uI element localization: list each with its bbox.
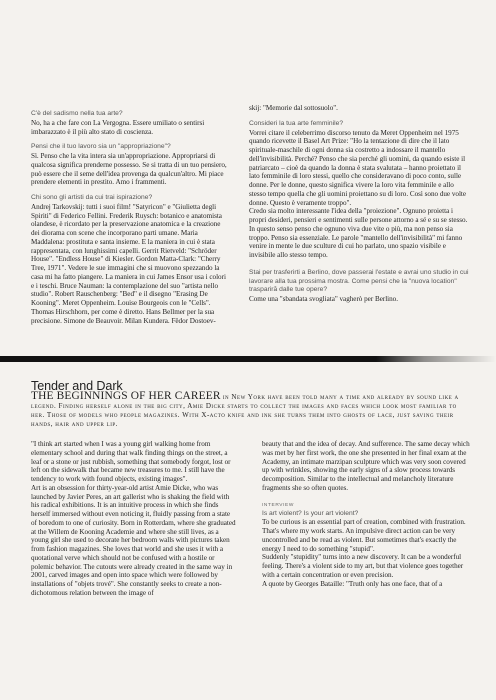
standfirst-body: in New York have been told many a time and already by sound like a legend. Finding herself alone in the big city, Amie Dicke starts to collect the images and faces which look most familiar to her. Those of models who people magazines. With X-acto knife and ink she turns them into ghosts of lace, just saving their hands, hair and upper lip. <box>31 393 459 429</box>
divider-fade <box>376 356 496 362</box>
interview-answer: Sì. Penso che la vita intera sia un'appropriazione. Appropriarsi di qualcosa significa prenderne possesso. Se si tratta di un tuo pensiero, può essere che il seme dell'idea provenga da qualcun'altro. Mi piace prendere elementi in prestito. Amo i frammenti. <box>31 152 227 187</box>
article-paragraph: beauty that and the idea of decay. And sufference. The same decay which was met by her first work, the one she presented in her final exam at the Academy, an intimate marzipan sculpture which was very soon covered up with wrinkles, showing the early signs of a slow process towards decomposition. Similar to the intellectual and melancholy literature fragments she so often quotes. <box>262 440 470 492</box>
interview-answer: Come una "sbandata svogliata" vagherò per Berlino. <box>249 295 398 303</box>
interview-question: Stai per trasferirti a Berlino, dove passerai l'estate e avrai uno studio in cui lavorare alla tua prossima mostra. Come pensi che la "nuova location" traspariră dalle tue opere? <box>249 268 469 294</box>
interview-answer: No, ha a che fare con La Vergogna. Essere umiliato o sentirsi imbarazzato è il più alto stato di coscienza. <box>31 118 205 136</box>
interview-label: INTERVIEW <box>262 502 294 508</box>
interview-answer: Credo sia molto interessante l'idea della "proiezione". Ognuno proietta i propri desideri, pensieri e sentimenti sulle persone attorno a sé e su se stesso. In questo senso penso che ognuno viva due vite o più, ma non penso sia troppo. Penso sia essenziale. Le parole "mantello dell'invisibilità" mi fanno venire in mente le due sculture di cui ho parlato, uno spazio visibile e invisibile allo stesso tempo. <box>249 207 468 259</box>
interview-answer: Suddenly "stupidity" turns into a new discovery. It can be a wonderful feeling. There's a violent side to my art, but that violence goes together with a certain concentration or even precision. <box>262 553 464 579</box>
interview-answer: A quote by Georges Bataille: "Truth only has one face, that of a <box>262 579 443 588</box>
interview-answer: To be curious is an essential part of creation, combined with frustration. That's where my work starts. An impulsive direct action can be very uncontrolled and be read as violent. But sometimes that's exactly the energy I need to do something "stupid". <box>262 518 466 553</box>
interview-question: Is art violent? Is your art violent? <box>262 509 359 517</box>
interview-question: Chi sono gli artisti da cui trai ispirazione? <box>31 194 153 201</box>
interview-question: C'è del sadismo nella tua arte? <box>31 110 123 117</box>
article-paragraph: Art is an obsession for thirty-year-old artist Amie Dicke, who was launched by Javier Peres, an art gallerist who is shaking the field with his radical exhibitions. It is an intuitive process in which she finds herself immersed without even noticing it, fluidly passing from a state of boredom to one of curiosity. Born in Rotterdam, where she graduated at the Willem de Kooning Academie and where she still lives, as a young girl she used to decorate her bedroom walls with pictures taken from fashion magazines. She loves that world and she uses it with a quotational verve which should not be confused with a hostile or polemic behavior. The cutouts were already created in the same way in 2001, carved images and open into space which were followed by installations of "objets trové". She constantly seeks to create a non-dichotomous relation between the image of <box>31 483 236 597</box>
standfirst-lead: THE BEGINNINGS OF HER CAREER <box>31 390 221 402</box>
interview-answer: skij: "Memorie dal sottosuolo". <box>249 104 338 112</box>
interview-column-right <box>249 104 469 304</box>
interview-column-left <box>31 110 229 325</box>
article-standfirst <box>31 392 471 429</box>
section-title: Tender and Dark <box>31 379 123 393</box>
article-column-right <box>262 440 472 588</box>
article-paragraph: "I think art started when I was a young girl walking home from elementary school and during that walk finding things on the street, a leaf or a stone or just rubbish, something that somebody forgot, lost or left on the sidewalk that became new treasures to me. I still have the tendency to work with found objects, existing images". <box>31 440 231 483</box>
interview-question: Consideri la tua arte femminile? <box>249 119 344 127</box>
interview-answer: Vorrei citare il celeberrimo discorso tenuto da Meret Oppenheim nel 1975 quando ricevette il Basel Art Prize: "Ho la tentazione di dire che il lato spirituale-maschile di ogni donna sia costretto a indossare il mantello dell'invisibilità. Perché? Penso che sia perché gli uomini, da quando esiste il patriarcato – cioè da quando la donna è stata svalutata – hanno proiettato il lato femminile di loro stessi, quello che consideravano di poco conto, sulle donne. Per le donne, questo significa vivere la loro vita femminile e allo stesso tempo quella che gli uomini proiettano su di loro. Così sono due volte donne. Questo è veramente troppo". <box>249 128 467 207</box>
interview-question: Pensi che il tuo lavoro sia un "appropriazione"? <box>31 143 171 151</box>
interview-answer: Andrej Tarkovskij: tutti i suoi film! "Satyricon" e "Giulietta degli Spiriti" di Federico Fellini. Frederik Ruysch: botanico e anatomista olandese, è ricordato per la preservazione anatomica e la creazione dei diorama con scene che incorporano parti umane. Maria Maddalena: prostituta e santa insieme. E la maniera in cui è stata rappresentata, con lunghissimi capelli. Gerrit Rietveld: "Schröder House". "Endless House" di Kiesler. Gordon Matta-Clark: "Cherry Tree, 1971". Vedere le sue immagini che si muovono spezzando la casa mi ha fatto piangere. La maniera in cui James Ensor usa i colori e i teschi. Bruce Nauman: la contemplazione del suo "artista nello studio". Robert Rauschenberg: "Bed" e il disegno "Erasing De Kooning". Meret Oppenheim. Louise Bourgeois con le "Cells". Thomas Hirschhorn, per come è diretto. Hans Bellmer per la sua precisione. Simone de Beauvoir. Milan Kundera. Fëdor Dostoev- <box>31 202 226 325</box>
article-column-left <box>31 440 237 598</box>
